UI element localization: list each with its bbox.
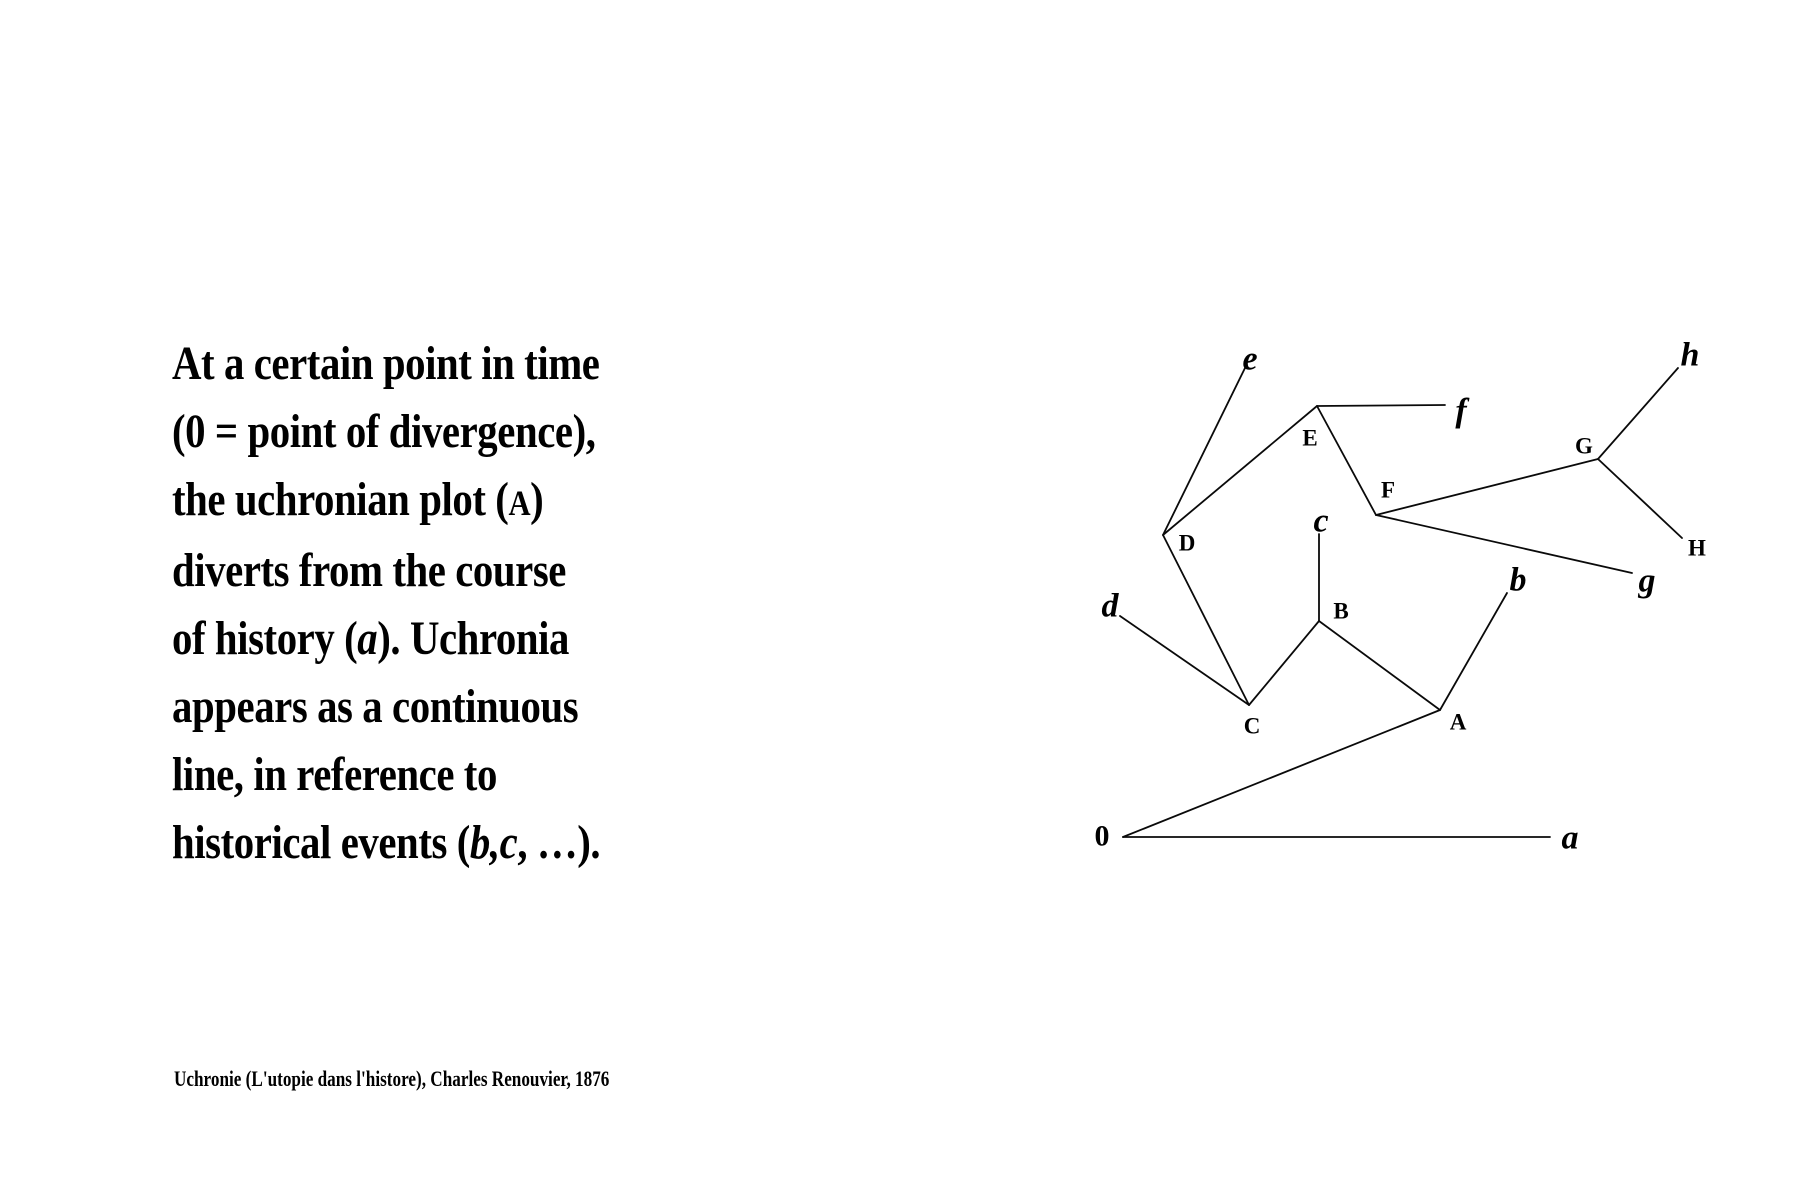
edge-O-A	[1123, 710, 1440, 837]
node-label-B: B	[1333, 598, 1349, 624]
node-label-0: 0	[1094, 819, 1110, 853]
node-label-H: H	[1688, 535, 1706, 561]
edge-E-F	[1317, 406, 1376, 515]
node-label-f: f	[1455, 392, 1467, 430]
description-line-8: historical events (b,c, …).	[172, 816, 601, 869]
description-line-5: of history (a). Uchronia	[172, 612, 570, 665]
node-label-e: e	[1242, 340, 1258, 378]
edge-D-E	[1163, 406, 1317, 535]
node-label-a: a	[1561, 819, 1579, 857]
edge-F-g_end	[1376, 515, 1632, 573]
edge-A-b_end	[1440, 593, 1507, 710]
node-label-g: g	[1638, 562, 1656, 600]
node-label-E: E	[1302, 425, 1318, 451]
source-caption: Uchronie (L'utopie dans l'histore), Charles Renouvier, 1876	[174, 1066, 610, 1091]
node-label-G: G	[1575, 433, 1593, 459]
edge-C-d_end	[1120, 616, 1249, 705]
edge-D-e_end	[1163, 368, 1245, 535]
edge-A-B	[1319, 621, 1440, 710]
node-label-D: D	[1178, 530, 1196, 556]
description-line-6: appears as a continuous	[172, 680, 579, 733]
edge-G-h_end	[1598, 368, 1678, 459]
node-label-d: d	[1101, 587, 1119, 625]
description-line-1: At a certain point in time	[172, 337, 600, 390]
description-line-3: the uchronian plot (A)	[172, 473, 544, 526]
edge-B-C	[1249, 621, 1319, 705]
edge-C-D	[1163, 535, 1249, 705]
node-label-b: b	[1509, 561, 1527, 599]
edge-E-f_end	[1317, 405, 1445, 406]
description-line-7: line, in reference to	[172, 748, 497, 801]
node-label-F: F	[1380, 477, 1396, 503]
node-label-c: c	[1313, 502, 1329, 540]
edge-F-G	[1376, 459, 1598, 515]
description-line-4: diverts from the course	[172, 544, 566, 597]
edge-G-H_end	[1598, 459, 1682, 538]
node-label-h: h	[1680, 336, 1700, 374]
description-line-2: (0 = point of divergence),	[172, 405, 596, 458]
node-label-A: A	[1449, 709, 1467, 735]
node-label-C: C	[1243, 713, 1261, 739]
